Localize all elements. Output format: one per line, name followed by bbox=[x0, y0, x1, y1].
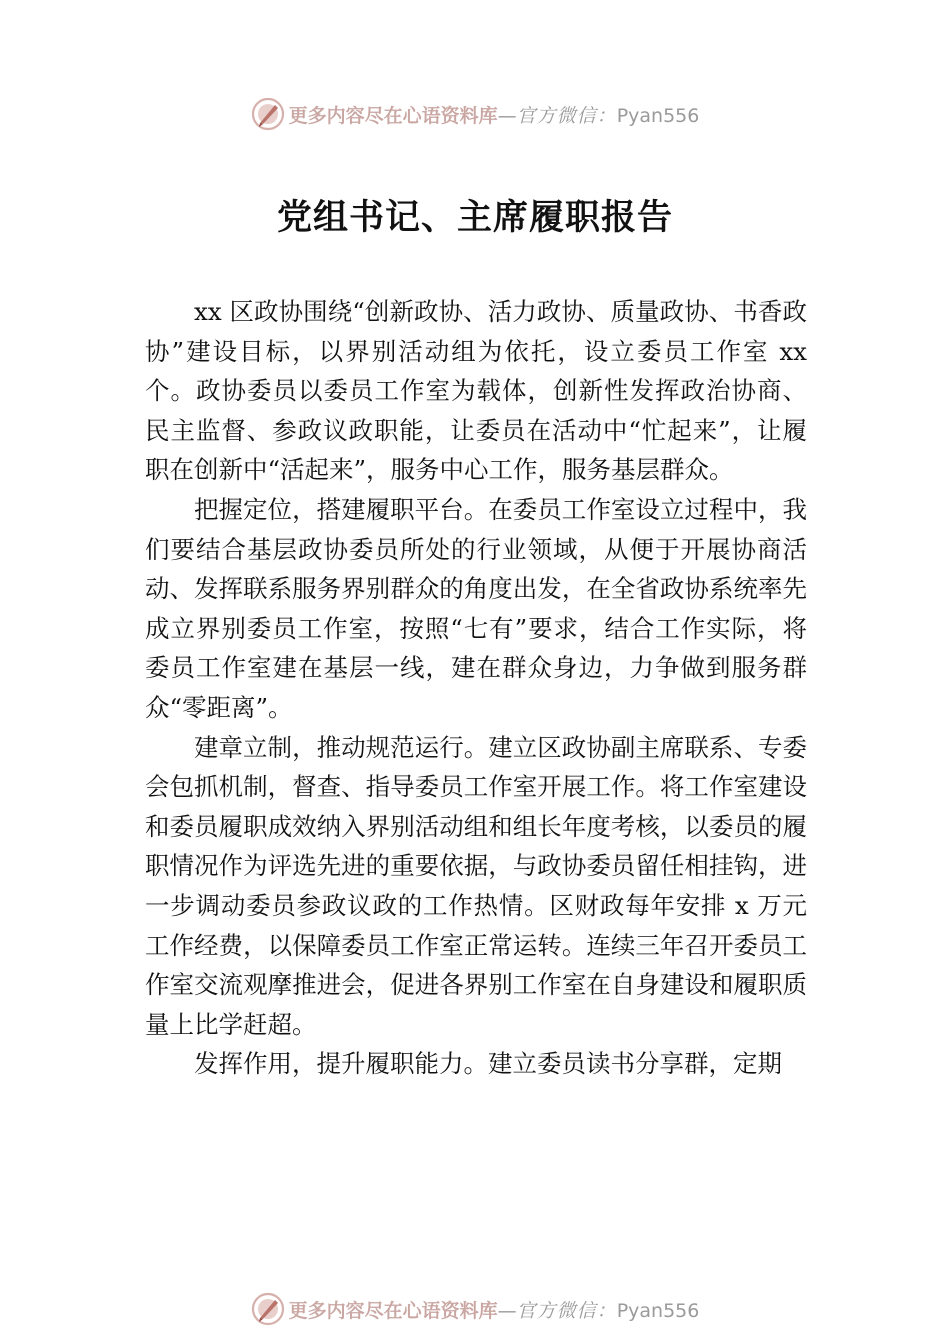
watermark-wechat-label: 官方微信： bbox=[516, 104, 617, 127]
watermark-site-name: 更多内容尽在心语资料库 bbox=[288, 1299, 498, 1322]
paragraph: 把握定位，搭建履职平台。在委员工作室设立过程中，我们要结合基层政协委员所处的行业领域，从便于开展协商活动、发挥联系服务界别群众的角度出发，在全省政协系统率先成立界别委员工作室，按照“七有”要求，结合工作实际，将委员工作室建在基层一线，建在群众身边，力争做到服务群众“零距离”。 bbox=[145, 494, 807, 722]
header-watermark bbox=[0, 94, 950, 134]
watermark-wechat-label: 官方微信： bbox=[516, 1299, 617, 1322]
watermark-dash: — bbox=[497, 1299, 517, 1322]
quill-logo-icon bbox=[251, 97, 285, 131]
paragraph: 发挥作用，提升履职能力。建立委员读书分享群，定期 bbox=[194, 1049, 782, 1079]
watermark-wechat-id: Pyan556 bbox=[616, 1299, 700, 1322]
watermark-site-name: 更多内容尽在心语资料库 bbox=[288, 104, 498, 127]
document-title: 党组书记、主席履职报告 bbox=[276, 197, 673, 238]
quill-logo-icon bbox=[251, 1292, 285, 1326]
paragraph: xx 区政协围绕“创新政协、活力政协、质量政协、书香政协”建设目标，以界别活动组为依托，设立委员工作室 xx 个。政协委员以委员工作室为载体，创新性发挥政治协商、 民主监督、参政议政职能，让委员在活动中“忙起来”，让履职在创新中“活起来”，服务中心工作，服务基层群众。 bbox=[145, 297, 807, 485]
watermark-wechat-id: Pyan556 bbox=[616, 104, 700, 127]
footer-watermark bbox=[0, 1289, 950, 1329]
document-body bbox=[145, 292, 807, 1084]
watermark-dash: — bbox=[497, 104, 517, 127]
paragraph: 建章立制，推动规范运行。建立区政协副主席联系、专委会包抓机制，督查、指导委员工作室开展工作。将工作室建设和委员履职成效纳入界别活动组和组长年度考核，以委员的履职情况作为评选先进的重要依据，与政协委员留任相挂钩，进一步调动委员参政议政的工作热情。区财政每年安排 x 万元工作经费，以保障委员工作室正常运转。连续三年召开委员工作室交流观摩推进会，促进各界别工作室在自身建设和履职质量上比学赶超。 bbox=[145, 732, 807, 1039]
